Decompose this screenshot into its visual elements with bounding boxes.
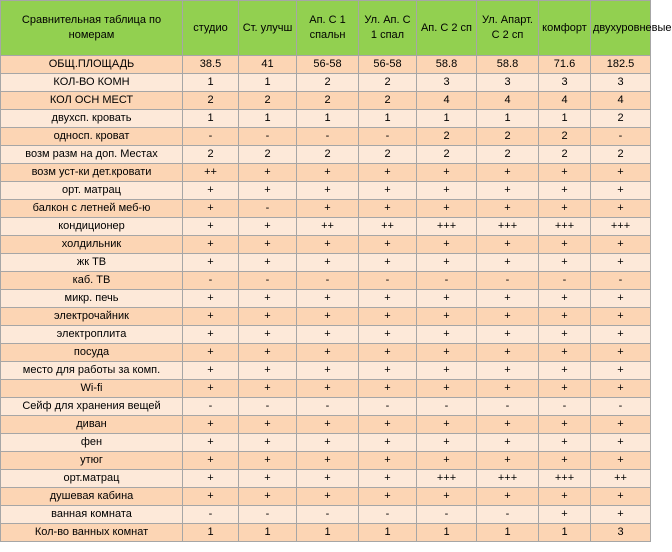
- table-cell: -: [239, 398, 297, 416]
- table-cell: ++: [183, 164, 239, 182]
- table-cell: +: [417, 416, 477, 434]
- table-cell: 1: [239, 74, 297, 92]
- table-row: [1, 200, 651, 218]
- column-header: Ст. улучш: [239, 1, 297, 56]
- table-cell: 1: [183, 524, 239, 542]
- table-cell: 1: [183, 110, 239, 128]
- table-cell: 2: [359, 74, 417, 92]
- row-label: КОЛ-ВО КОМН: [1, 74, 183, 92]
- table-row: [1, 164, 651, 182]
- table-cell: +: [183, 290, 239, 308]
- table-cell: +: [539, 290, 591, 308]
- table-cell: +: [591, 452, 651, 470]
- table-row: [1, 236, 651, 254]
- table-cell: -: [539, 398, 591, 416]
- table-cell: 3: [591, 74, 651, 92]
- table-cell: +: [539, 200, 591, 218]
- table-cell: ++: [591, 470, 651, 488]
- table-cell: -: [417, 398, 477, 416]
- table-cell: +: [539, 344, 591, 362]
- table-cell: +: [417, 344, 477, 362]
- table-cell: 1: [359, 524, 417, 542]
- table-cell: +: [297, 470, 359, 488]
- table-cell: 3: [477, 74, 539, 92]
- row-label: возм разм на доп. Местах: [1, 146, 183, 164]
- table-cell: +: [591, 200, 651, 218]
- column-header: Ул. Ап. С 1 спал: [359, 1, 417, 56]
- table-cell: 4: [417, 92, 477, 110]
- table-cell: +: [239, 218, 297, 236]
- table-cell: +: [239, 254, 297, 272]
- table-cell: +++: [477, 218, 539, 236]
- table-cell: -: [591, 128, 651, 146]
- table-row: [1, 398, 651, 416]
- table-row: [1, 506, 651, 524]
- table-cell: +: [183, 434, 239, 452]
- row-label: ОБЩ.ПЛОЩАДЬ: [1, 56, 183, 74]
- table-cell: +: [539, 506, 591, 524]
- table-cell: 1: [539, 110, 591, 128]
- table-cell: 182.5: [591, 56, 651, 74]
- table-cell: -: [539, 272, 591, 290]
- row-label: место для работы за комп.: [1, 362, 183, 380]
- table-row: [1, 182, 651, 200]
- table-cell: +: [591, 488, 651, 506]
- table-cell: 3: [539, 74, 591, 92]
- table-cell: +: [183, 452, 239, 470]
- table-cell: +: [359, 470, 417, 488]
- table-cell: +: [183, 380, 239, 398]
- table-cell: +: [239, 164, 297, 182]
- table-cell: 2: [297, 146, 359, 164]
- table-cell: +: [239, 182, 297, 200]
- table-cell: +: [539, 182, 591, 200]
- table-cell: 2: [417, 146, 477, 164]
- table-cell: 56-58: [359, 56, 417, 74]
- table-cell: 56-58: [297, 56, 359, 74]
- table-row: [1, 380, 651, 398]
- table-cell: +++: [477, 470, 539, 488]
- row-label: орт. матрац: [1, 182, 183, 200]
- table-cell: 2: [359, 146, 417, 164]
- table-cell: 2: [477, 128, 539, 146]
- table-cell: +: [183, 308, 239, 326]
- table-cell: +: [539, 254, 591, 272]
- table-cell: +: [591, 380, 651, 398]
- table-cell: +: [477, 254, 539, 272]
- table-cell: +: [417, 380, 477, 398]
- row-label: фен: [1, 434, 183, 452]
- table-cell: -: [359, 128, 417, 146]
- table-cell: 3: [591, 524, 651, 542]
- table-cell: +: [591, 308, 651, 326]
- row-label: диван: [1, 416, 183, 434]
- table-cell: +: [591, 254, 651, 272]
- table-cell: ++: [297, 218, 359, 236]
- table-cell: +: [359, 290, 417, 308]
- table-cell: +: [539, 488, 591, 506]
- table-cell: ++: [359, 218, 417, 236]
- table-cell: +: [239, 326, 297, 344]
- table-row: [1, 56, 651, 74]
- table-cell: +: [417, 326, 477, 344]
- row-label: двухсп. кровать: [1, 110, 183, 128]
- table-cell: -: [239, 272, 297, 290]
- table-cell: +: [477, 200, 539, 218]
- table-cell: +: [297, 380, 359, 398]
- table-cell: +: [183, 236, 239, 254]
- table-cell: +: [239, 452, 297, 470]
- table-cell: +: [477, 290, 539, 308]
- table-cell: 71.6: [539, 56, 591, 74]
- table-row: [1, 470, 651, 488]
- table-cell: 2: [539, 128, 591, 146]
- table-cell: -: [239, 200, 297, 218]
- row-label: каб. ТВ: [1, 272, 183, 290]
- table-cell: 2: [417, 128, 477, 146]
- table-cell: +: [183, 218, 239, 236]
- table-cell: +: [591, 434, 651, 452]
- table-row: [1, 488, 651, 506]
- table-cell: +: [359, 200, 417, 218]
- table-cell: -: [297, 272, 359, 290]
- table-cell: +: [591, 506, 651, 524]
- table-cell: +: [477, 416, 539, 434]
- table-row: [1, 92, 651, 110]
- table-cell: +: [239, 380, 297, 398]
- table-cell: +: [239, 434, 297, 452]
- table-cell: +: [183, 470, 239, 488]
- table-cell: -: [183, 506, 239, 524]
- table-cell: -: [297, 506, 359, 524]
- row-label: душевая кабина: [1, 488, 183, 506]
- table-cell: +: [591, 164, 651, 182]
- row-label: ванная комната: [1, 506, 183, 524]
- table-cell: +: [359, 182, 417, 200]
- table-cell: +: [591, 182, 651, 200]
- table-cell: +: [477, 326, 539, 344]
- table-body: [1, 56, 651, 542]
- table-row: [1, 110, 651, 128]
- table-cell: 1: [477, 524, 539, 542]
- table-cell: +: [359, 452, 417, 470]
- table-cell: +: [477, 236, 539, 254]
- table-cell: +: [477, 308, 539, 326]
- table-row: [1, 218, 651, 236]
- table-cell: +: [477, 380, 539, 398]
- table-cell: +: [239, 470, 297, 488]
- table-cell: 1: [297, 524, 359, 542]
- table-cell: 2: [239, 92, 297, 110]
- table-cell: +: [359, 236, 417, 254]
- table-cell: +: [477, 182, 539, 200]
- table-cell: 1: [183, 74, 239, 92]
- table-cell: +: [239, 362, 297, 380]
- table-cell: 2: [591, 110, 651, 128]
- table-cell: -: [417, 272, 477, 290]
- table-cell: 1: [539, 524, 591, 542]
- table-row: [1, 416, 651, 434]
- table-cell: +: [359, 380, 417, 398]
- table-cell: +: [417, 290, 477, 308]
- row-label: утюг: [1, 452, 183, 470]
- table-cell: 1: [417, 110, 477, 128]
- table-cell: +: [417, 488, 477, 506]
- table-cell: +: [183, 488, 239, 506]
- row-label: Сейф для хранения вещей: [1, 398, 183, 416]
- table-row: [1, 272, 651, 290]
- table-cell: -: [359, 506, 417, 524]
- table-cell: +: [239, 308, 297, 326]
- column-header: комфорт: [539, 1, 591, 56]
- column-header: Ул. Апарт. С 2 сп: [477, 1, 539, 56]
- table-cell: +: [297, 488, 359, 506]
- table-cell: 4: [539, 92, 591, 110]
- table-cell: +++: [417, 218, 477, 236]
- table-cell: 2: [183, 92, 239, 110]
- table-cell: +: [239, 344, 297, 362]
- table-cell: +: [417, 236, 477, 254]
- table-cell: +: [591, 344, 651, 362]
- table-cell: 2: [297, 74, 359, 92]
- table-cell: +: [359, 362, 417, 380]
- column-header: Ап. С 2 сп: [417, 1, 477, 56]
- table-cell: +: [239, 290, 297, 308]
- row-label: балкон с летней меб-ю: [1, 200, 183, 218]
- table-cell: +: [297, 362, 359, 380]
- row-label: микр. печь: [1, 290, 183, 308]
- column-header: студио: [183, 1, 239, 56]
- table-cell: +: [297, 452, 359, 470]
- table-cell: -: [477, 506, 539, 524]
- table-cell: 2: [359, 92, 417, 110]
- column-header: двухуровневые: [591, 1, 651, 56]
- table-row: [1, 326, 651, 344]
- table-cell: +++: [539, 470, 591, 488]
- table-cell: +: [297, 236, 359, 254]
- table-cell: +: [477, 452, 539, 470]
- table-cell: -: [183, 398, 239, 416]
- table-cell: 2: [539, 146, 591, 164]
- table-cell: 58.8: [417, 56, 477, 74]
- table-cell: +: [539, 452, 591, 470]
- table-cell: +: [591, 326, 651, 344]
- table-cell: +: [477, 434, 539, 452]
- table-cell: -: [297, 398, 359, 416]
- table-row: [1, 290, 651, 308]
- table-cell: 4: [591, 92, 651, 110]
- table-cell: +: [417, 308, 477, 326]
- table-cell: -: [591, 272, 651, 290]
- table-cell: +: [539, 416, 591, 434]
- row-label: Wi-fi: [1, 380, 183, 398]
- table-row: [1, 146, 651, 164]
- table-row: [1, 344, 651, 362]
- table-cell: +++: [591, 218, 651, 236]
- table-cell: +: [297, 344, 359, 362]
- table-cell: -: [359, 398, 417, 416]
- row-label: орт.матрац: [1, 470, 183, 488]
- table-cell: +: [417, 434, 477, 452]
- table-row: [1, 254, 651, 272]
- table-cell: -: [417, 506, 477, 524]
- table-cell: 1: [477, 110, 539, 128]
- table-cell: -: [477, 398, 539, 416]
- table-row: [1, 128, 651, 146]
- table-cell: 58.8: [477, 56, 539, 74]
- row-label: электрочайник: [1, 308, 183, 326]
- table-cell: +: [359, 164, 417, 182]
- table-cell: +: [591, 416, 651, 434]
- table-cell: 1: [239, 524, 297, 542]
- table-cell: +: [359, 434, 417, 452]
- row-label: КОЛ ОСН МЕСТ: [1, 92, 183, 110]
- table-cell: +: [183, 326, 239, 344]
- table-cell: +: [417, 182, 477, 200]
- table-cell: +: [297, 416, 359, 434]
- table-cell: 41: [239, 56, 297, 74]
- table-cell: 1: [417, 524, 477, 542]
- table-cell: +: [297, 308, 359, 326]
- table-cell: +: [477, 362, 539, 380]
- table-cell: +: [539, 236, 591, 254]
- table-cell: +: [539, 380, 591, 398]
- table-cell: +: [297, 326, 359, 344]
- table-cell: +: [297, 182, 359, 200]
- table-cell: +: [477, 344, 539, 362]
- table-cell: +: [539, 326, 591, 344]
- table-cell: +: [297, 254, 359, 272]
- row-label: холдильник: [1, 236, 183, 254]
- table-cell: 1: [359, 110, 417, 128]
- row-label: Кол-во ванных комнат: [1, 524, 183, 542]
- table-cell: +: [539, 308, 591, 326]
- table-cell: 4: [477, 92, 539, 110]
- row-label: односп. кроват: [1, 128, 183, 146]
- column-header: Ап. С 1 спальн: [297, 1, 359, 56]
- table-cell: +: [183, 200, 239, 218]
- table-cell: -: [297, 128, 359, 146]
- table-cell: -: [477, 272, 539, 290]
- row-label: электроплита: [1, 326, 183, 344]
- table-cell: +: [591, 362, 651, 380]
- table-cell: +: [539, 362, 591, 380]
- row-label: жк ТВ: [1, 254, 183, 272]
- row-label: посуда: [1, 344, 183, 362]
- table-cell: +: [297, 434, 359, 452]
- table-cell: 2: [239, 146, 297, 164]
- table-cell: -: [591, 398, 651, 416]
- table-header-row: [1, 1, 651, 56]
- table-cell: +: [359, 308, 417, 326]
- table-row: [1, 362, 651, 380]
- table-cell: +: [591, 236, 651, 254]
- table-cell: 2: [591, 146, 651, 164]
- row-label: кондиционер: [1, 218, 183, 236]
- table-cell: +: [183, 254, 239, 272]
- table-cell: +: [417, 200, 477, 218]
- table-cell: +: [539, 434, 591, 452]
- table-cell: +: [417, 254, 477, 272]
- table-cell: +: [183, 344, 239, 362]
- table-cell: 2: [297, 92, 359, 110]
- table-cell: 2: [183, 146, 239, 164]
- row-label: возм уст-ки дет.кровати: [1, 164, 183, 182]
- table-cell: +: [359, 344, 417, 362]
- table-cell: -: [183, 128, 239, 146]
- table-cell: +: [359, 326, 417, 344]
- table-cell: 1: [239, 110, 297, 128]
- table-cell: 2: [477, 146, 539, 164]
- table-cell: +++: [539, 218, 591, 236]
- table-cell: +: [417, 452, 477, 470]
- table-cell: 1: [297, 110, 359, 128]
- table-cell: 38.5: [183, 56, 239, 74]
- table-cell: +: [183, 416, 239, 434]
- table-cell: +: [183, 362, 239, 380]
- table-cell: -: [183, 272, 239, 290]
- table-cell: +: [239, 416, 297, 434]
- table-row: [1, 452, 651, 470]
- table-cell: +: [539, 164, 591, 182]
- table-cell: +: [417, 362, 477, 380]
- table-row: [1, 524, 651, 542]
- table-cell: +: [239, 488, 297, 506]
- table-cell: +: [297, 290, 359, 308]
- table-cell: +: [359, 254, 417, 272]
- table-cell: -: [239, 506, 297, 524]
- table-cell: +: [239, 236, 297, 254]
- table-cell: +: [417, 164, 477, 182]
- table-cell: +: [477, 488, 539, 506]
- table-cell: +: [359, 488, 417, 506]
- table-title-cell: Сравнительная таблица по номерам: [1, 1, 183, 56]
- table-cell: 3: [417, 74, 477, 92]
- table-cell: +: [591, 290, 651, 308]
- table-row: [1, 74, 651, 92]
- table-cell: +: [359, 416, 417, 434]
- table-row: [1, 308, 651, 326]
- table-cell: +++: [417, 470, 477, 488]
- table-cell: -: [359, 272, 417, 290]
- table-cell: -: [239, 128, 297, 146]
- table-cell: +: [477, 164, 539, 182]
- table-cell: +: [297, 200, 359, 218]
- table-row: [1, 434, 651, 452]
- table-cell: +: [297, 164, 359, 182]
- table-cell: +: [183, 182, 239, 200]
